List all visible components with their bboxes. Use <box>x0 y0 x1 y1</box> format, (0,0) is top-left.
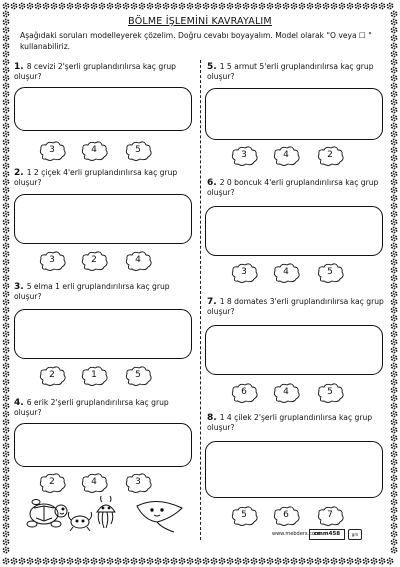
answer-option-number: 6 <box>241 387 247 397</box>
answer-option-number: 5 <box>241 510 247 520</box>
answer-option-cloud[interactable] <box>124 140 152 162</box>
answer-option-cloud[interactable] <box>230 145 258 167</box>
answer-option-cloud[interactable] <box>38 140 66 162</box>
stingray-icon <box>137 501 182 532</box>
answer-option-number: 3 <box>49 145 55 155</box>
answer-option-number: 4 <box>283 150 289 160</box>
answer-option-cloud[interactable] <box>272 505 300 527</box>
answer-option-number: 7 <box>327 510 333 520</box>
question-6: 6. 2 0 boncuk 4'erli gruplandırılırsa kaç grup oluşur? <box>207 178 379 197</box>
question-4: 4. 6 erik 2'şerli gruplandırılırsa kaç grup oluşur? <box>14 398 169 417</box>
answer-option-number: 5 <box>135 145 141 155</box>
answer-option-number: 4 <box>135 255 141 265</box>
turtle-icon <box>27 500 67 528</box>
column-divider <box>200 60 201 540</box>
answer-option-number: 4 <box>283 387 289 397</box>
answer-option-number: 3 <box>241 267 247 277</box>
answer-option-number: 4 <box>91 145 97 155</box>
answer-option-cloud[interactable] <box>124 250 152 272</box>
answer-option-cloud[interactable] <box>124 365 152 387</box>
answer-box-6[interactable] <box>205 206 383 256</box>
answer-option-number: 2 <box>49 477 55 487</box>
answer-box-2[interactable] <box>14 194 192 244</box>
answer-option-number: 2 <box>91 255 97 265</box>
answer-option-cloud[interactable] <box>80 250 108 272</box>
answer-option-number: 6 <box>283 510 289 520</box>
question-7: 7. 1 8 domates 3'erli gruplandırılırsa kaç grup oluşur? <box>207 297 384 316</box>
answer-box-1[interactable] <box>14 87 192 131</box>
crab-icon <box>68 512 91 531</box>
answer-box-5[interactable] <box>205 88 383 140</box>
question-5: 5. 1 5 armut 5'erli gruplandırılırsa kaç grup oluşur? <box>207 62 374 81</box>
answer-option-number: 2 <box>327 150 333 160</box>
answer-option-number: 3 <box>241 150 247 160</box>
answer-option-cloud[interactable] <box>38 472 66 494</box>
answer-option-number: 4 <box>91 477 97 487</box>
question-2: 2. 1 2 çiçek 4'erli gruplandırılırsa kaç grup oluşur? <box>14 168 178 187</box>
jellyfish-icon <box>97 496 115 528</box>
answer-option-cloud[interactable] <box>316 382 344 404</box>
answer-option-number: 5 <box>135 370 141 380</box>
answer-box-4[interactable] <box>14 423 192 467</box>
footer-website: www.mebders.com <box>272 531 320 537</box>
answer-option-cloud[interactable] <box>272 145 300 167</box>
question-3: 3. 5 elma 1 erli gruplandırılırsa kaç grup oluşur? <box>14 282 170 301</box>
answer-option-number: 5 <box>327 267 333 277</box>
answer-box-7[interactable] <box>205 325 383 375</box>
answer-option-cloud[interactable] <box>272 382 300 404</box>
worksheet-title: BÖLME İŞLEMİNİ KAVRAYALIM <box>128 16 272 27</box>
answer-box-8[interactable] <box>205 441 383 498</box>
answer-option-cloud[interactable] <box>80 140 108 162</box>
answer-option-cloud[interactable] <box>230 262 258 284</box>
answer-option-number: 3 <box>135 477 141 487</box>
answer-option-cloud[interactable] <box>316 145 344 167</box>
answer-option-number: 2 <box>49 370 55 380</box>
answer-option-number: 1 <box>91 370 97 380</box>
answer-option-number: 5 <box>327 387 333 397</box>
answer-option-cloud[interactable] <box>316 262 344 284</box>
footer-logo: gm <box>348 529 362 540</box>
answer-option-cloud[interactable] <box>230 505 258 527</box>
answer-option-cloud[interactable] <box>316 505 344 527</box>
answer-option-cloud[interactable] <box>124 472 152 494</box>
answer-option-number: 4 <box>283 267 289 277</box>
footer-code: cmm458 <box>309 529 345 540</box>
answer-option-cloud[interactable] <box>38 250 66 272</box>
sea-animals-illustration <box>22 494 192 536</box>
answer-option-cloud[interactable] <box>38 365 66 387</box>
question-1: 1. 8 cevizi 2'şerli gruplandırılırsa kaç grup oluşur? <box>14 62 176 81</box>
answer-option-number: 3 <box>49 255 55 265</box>
answer-option-cloud[interactable] <box>80 472 108 494</box>
answer-option-cloud[interactable] <box>272 262 300 284</box>
answer-option-cloud[interactable] <box>230 382 258 404</box>
answer-box-3[interactable] <box>14 309 192 359</box>
question-8: 8. 1 4 çilek 2'şerli gruplandırılırsa kaç grup oluşur? <box>207 413 373 432</box>
answer-option-cloud[interactable] <box>80 365 108 387</box>
instructions-text: Aşağıdaki soruları modelleyerek çözelim. Doğru cevabı boyayalım. Model olarak "O veya ☐ " kullanabiliriz. <box>20 31 372 51</box>
